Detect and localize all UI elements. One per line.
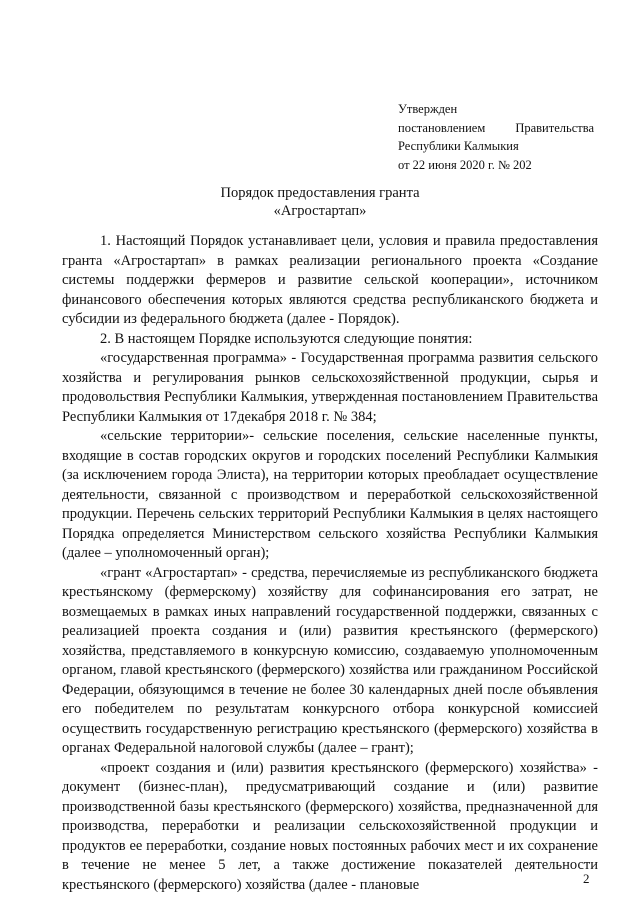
paragraph-2-definitions-intro: 2. В настоящем Порядке используются следующие понятия: — [100, 330, 473, 347]
definition-farm-project: «проект создания и (или) развития крестьянского (фермерского) хозяйства» - документ (бизнес-план), предусматривающий создание и (или) развитие производственной базы крестьянского (фермерского) хозяйства, предназначенной для производства, переработки и реализации сельскохозяйственной продукции и продуктов ее переработки, создание новых постоянных рабочих мест и их сохранение в течение не менее 5 лет, а также достижение показателей деятельности крестьянского (фермерского) хозяйства (далее - плановые — [62, 759, 598, 893]
approval-government-word: Правительства — [515, 120, 594, 135]
document-title-line1: Порядок предоставления гранта — [220, 185, 420, 201]
definition-state-program: «государственная программа» - Государственная программа развития сельского хозяйства и регулирования рынков сельскохозяйственной продукции, сырья и продовольствия Республики Калмыкия, утвержденная постановлением Правительства Республики Калмыкия от 17декабря 2018 г. № 384; — [62, 350, 598, 425]
page-number: 2 — [583, 871, 590, 886]
definition-agrostartup-grant: «грант «Агростартап» - средства, перечисляемые из республиканского бюджета крестьянскому (фермерскому) хозяйству для софинансирования его затрат, не возмещаемых в рамках иных направлений государственной поддержки, связанных с реализацией проекта создания и (или) развития крестьянского (фермерского) хозяйства, представляемого в конкурсную комиссию, создаваемую уполномоченным органом, главой крестьянского (фермерского) хозяйства или гражданином Российской Федерации, обязующимся в течение не более 30 календарных дней после объявления его победителем по результатам конкурсного отбора конкурсной комиссией осуществить государственную регистрацию крестьянского (фермерского) хозяйства в органах Федеральной налоговой службы (далее – грант); — [62, 564, 598, 756]
approval-line-date: от 22 июня 2020 г. № 202 — [398, 157, 532, 172]
approval-line-approved: Утвержден — [398, 102, 458, 116]
approval-decree-word: постановлением — [398, 120, 486, 135]
document-title-line2: «Агростартап» — [273, 203, 367, 219]
approval-line-decree — [398, 119, 594, 138]
approval-line-republic: Республики Калмыкия — [398, 139, 519, 153]
paragraph-1-purpose: 1. Настоящий Порядок устанавливает цели, условия и правила предоставления гранта «Агростартап» в рамках реализации регионального проекта «Создание системы поддержки фермеров и развитие сельской кооперации», источником финансового обеспечения которых являются средства республиканского бюджета и субсидии из федерального бюджета (далее - Порядок). — [62, 233, 598, 327]
approval-stamp — [398, 100, 594, 174]
definition-rural-territories: «сельские территории»- сельские поселения, сельские населенные пункты, входящие в состав городских округов и городских поселений Республики Калмыкия (за исключением города Элиста), на территории которых преобладает осуществление деятельности, связанной с производством и переработкой сельскохозяйственной продукции. Перечень сельских территорий Республики Калмыкия в целях настоящего Порядка определяется Министерством сельского хозяйства Республики Калмыкия (далее – уполномоченный орган); — [62, 428, 598, 561]
document-body — [62, 232, 598, 895]
document-title — [0, 184, 640, 220]
